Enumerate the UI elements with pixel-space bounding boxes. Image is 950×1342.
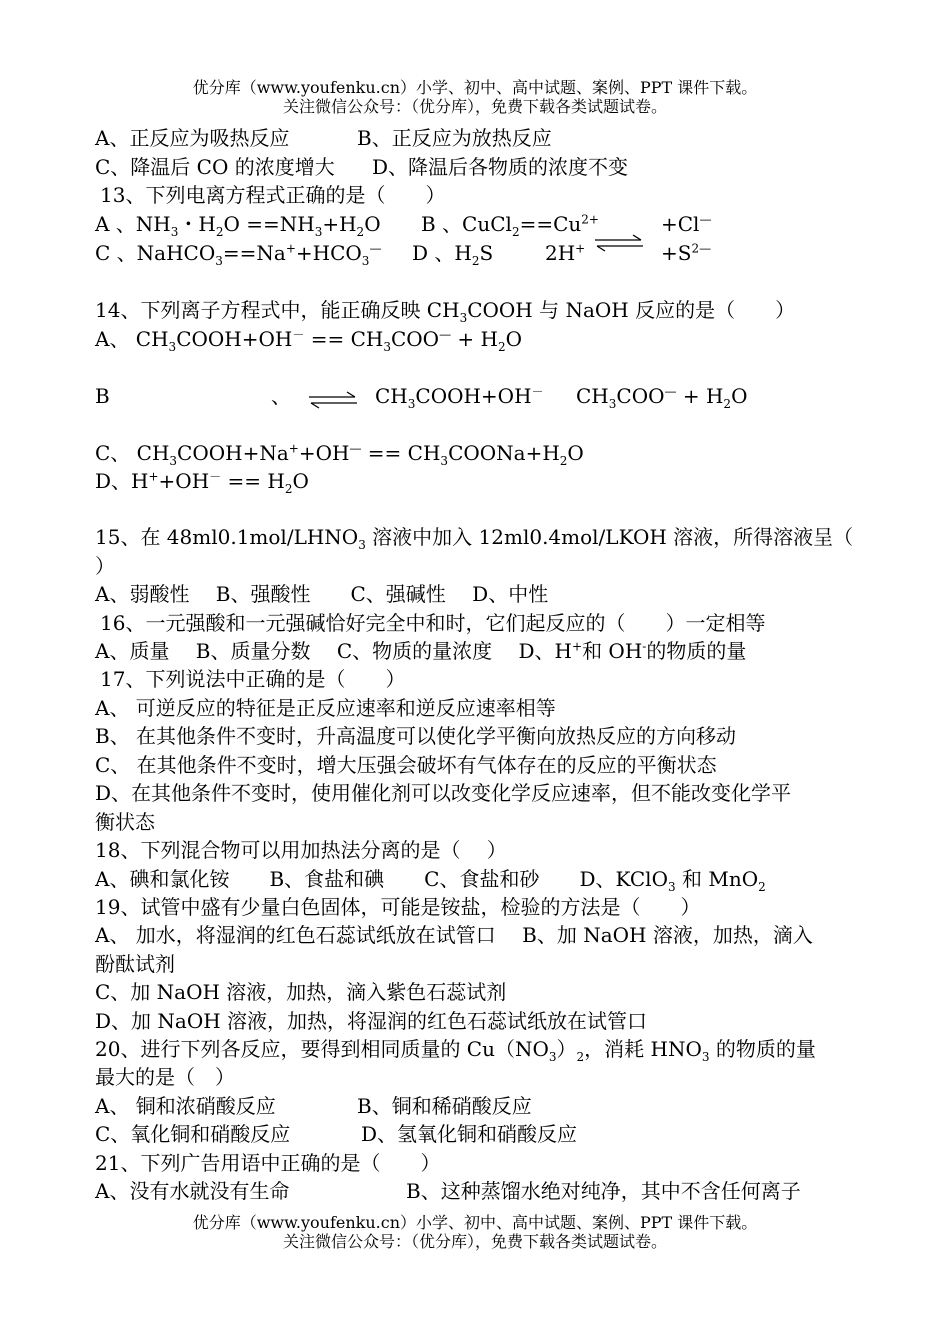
q19-option-b-cont: 酚酞试剂	[95, 952, 175, 976]
q17-stem: 17、下列说法中正确的是（ ）	[100, 667, 406, 691]
q19-stem: 19、试管中盛有少量白色固体，可能是铵盐，检验的方法是（ ）	[95, 895, 701, 919]
q13-option-d: D 、$H_2S$	[412, 241, 494, 268]
q20-option-d: D、氢氧化铜和硝酸反应	[361, 1122, 578, 1146]
header-line-1: 优分库（www.youfenku.cn）小学、初中、高中试题、案例、PPT 课件下载。	[192, 78, 758, 97]
q13-option-b-product: +Cl—	[661, 212, 712, 236]
q12-option-c: C、降温后 CO 的浓度增大	[95, 155, 335, 179]
q17-option-d: D、在其他条件不变时，使用催化剂可以改变化学反应速率，但不能改变化学平	[95, 781, 792, 805]
q15-stem: 15、在 $48ml0.1mol/LHNO_3$ 溶液中加入 12ml0.4mol/LKOH 溶液，所得溶液呈（	[95, 525, 854, 552]
q21-stem: 21、下列广告用语中正确的是（ ）	[95, 1151, 441, 1175]
q13-option-c: C 、$NaHCO_3==Na^++HCO_3^—$	[95, 241, 382, 268]
q17-option-c: C、 在其他条件不变时，增大压强会破坏有气体存在的反应的平衡状态	[95, 753, 717, 777]
equilibrium-arrow-icon	[307, 390, 359, 410]
q17-option-b: B、 在其他条件不变时，升高温度可以使化学平衡向放热反应的方向移动	[95, 724, 737, 748]
q21-option-a: A、没有水就没有生命	[95, 1179, 290, 1203]
q17-option-d-cont: 衡状态	[95, 810, 155, 834]
footer-line-1: 优分库（www.youfenku.cn）小学、初中、高中试题、案例、PPT 课件下载。	[192, 1213, 758, 1232]
q20-option-a: A、 铜和浓硝酸反应	[95, 1094, 276, 1118]
q19-options-ab: A、 加水，将湿润的红色石蕊试纸放在试管口 B、加 NaOH 溶液，加热，滴入	[95, 923, 813, 947]
q15-options: A、弱酸性 B、强酸性 C、强碱性 D、中性	[95, 582, 549, 606]
q14-option-b-label: B	[95, 384, 110, 408]
header-line-2: 关注微信公众号：（优分库），免费下载各类试题试卷。	[282, 97, 667, 116]
q13-option-b: B 、$CuCl_2==Cu^{2+}$	[421, 212, 599, 239]
q19-option-c: C、加 NaOH 溶液，加热，滴入紫色石蕊试剂	[95, 980, 507, 1004]
q18-options: A、碘和氯化铵 B、食盐和碘 C、食盐和砂 D、KClO$_3$ 和 MnO$_2$	[95, 867, 766, 894]
q21-option-b: B、这种蒸馏水绝对纯净，其中不含任何离子	[406, 1179, 801, 1203]
q19-option-d: D、加 NaOH 溶液，加热，将湿润的红色石蕊试纸放在试管口	[95, 1009, 648, 1033]
q14-option-b-right: $CH_3COO^— + H_2O$	[576, 384, 748, 411]
q16-stem: 16、一元强酸和一元强碱恰好完全中和时，它们起反应的（ ）一定相等	[100, 611, 766, 635]
q14-option-d: D、$H^++OH^- == H_2O$	[95, 469, 309, 496]
q14-option-b-separator: 、	[271, 384, 291, 408]
q20-option-b: B、铜和稀硝酸反应	[357, 1094, 532, 1118]
q20-option-c: C、氧化铜和硝酸反应	[95, 1122, 291, 1146]
q14-stem: 14、下列离子方程式中，能正确反映 $CH_3COOH$ 与 NaOH 反应的是（ ）	[95, 298, 796, 325]
q14-option-b-left: $CH_3COOH+OH^-$	[375, 384, 544, 411]
equilibrium-arrow-icon	[593, 233, 645, 253]
q13-option-a: A 、$NH_3$・$H_2O ==NH_3+H_2O$	[95, 212, 381, 239]
q20-stem: 20、进行下列各反应，要得到相同质量的 $Cu(NO_3)_2$，消耗 $HNO_3$ 的物质的量	[95, 1037, 816, 1064]
q14-option-a: A、 $CH_3COOH+OH^- == CH_3COO^— + H_2O$	[95, 327, 523, 354]
q20-stem-cont: 最大的是（ ）	[95, 1065, 235, 1089]
q13-option-d-product-2: $+S^{2—}$	[661, 241, 712, 265]
q12-option-a: A、正反应为吸热反应	[95, 126, 290, 150]
q12-option-d: D、降温后各物质的浓度不变	[372, 155, 629, 179]
q13-option-d-product: 2H+	[545, 241, 586, 265]
footer-line-2: 关注微信公众号：（优分库），免费下载各类试题试卷。	[282, 1232, 667, 1251]
q14-option-c: C、 $CH_3COOH+Na^++OH^—$ == $CH_3COONa+H_2O$	[95, 441, 584, 468]
q17-option-a: A、 可逆反应的特征是正反应速率和逆反应速率相等	[95, 696, 556, 720]
q13-stem: 13、下列电离方程式正确的是（ ）	[100, 183, 446, 207]
q15-stem-cont: ）	[95, 554, 115, 578]
q16-options: A、质量 B、质量分数 C、物质的量浓度 D、H+和 OH-的物质的量	[95, 639, 747, 663]
q18-stem: 18、下列混合物可以用加热法分离的是（ ）	[95, 838, 507, 862]
q12-option-b: B、正反应为放热反应	[357, 126, 552, 150]
